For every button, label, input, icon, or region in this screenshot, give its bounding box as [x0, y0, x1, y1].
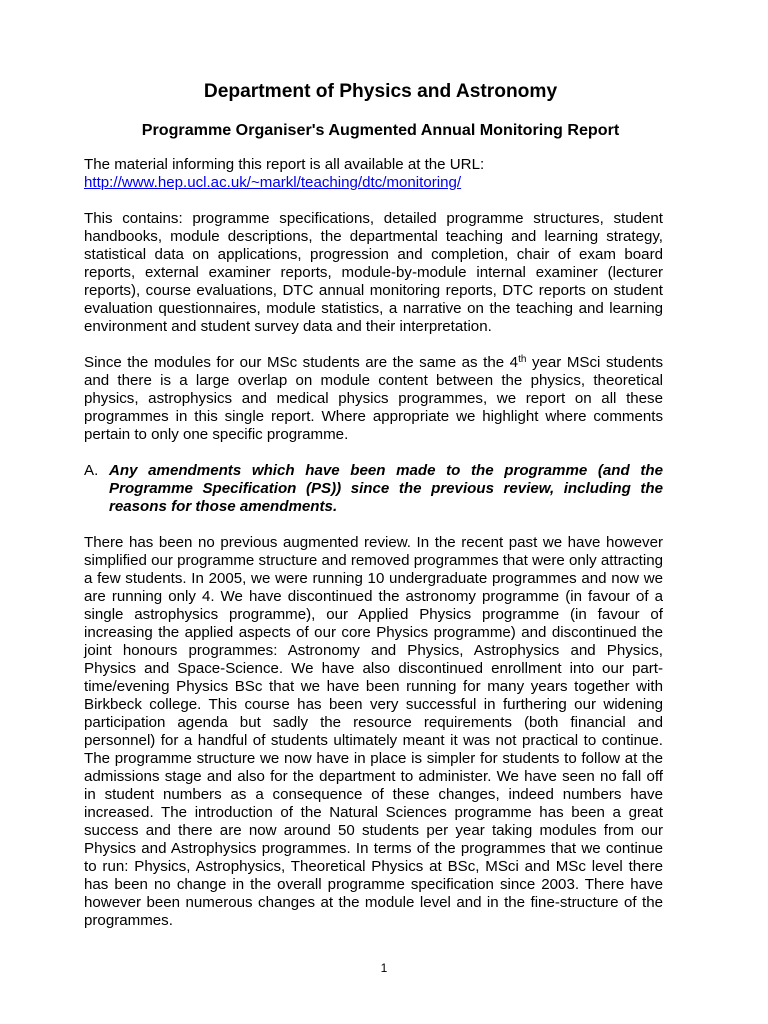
paragraph-review: There has been no previous augmented review. In the recent past we have however simplified our programme structure and removed programmes that were only attracting a few students. In 2005, we were running 10 undergraduate programmes and now we are running only 4. We have discontinued the astronomy programme (in favour of a single astrophysics programme), our Applied Physics programme (in favour of increasing the applied aspects of our core Physics programme) and discontinued the joint honours programmes: Astronomy and Physics, Astrophysics and Physics, Physics and Space-Science. We have also discontinued enrollment into our part-time/evening Physics BSc that we have been running for many years together with Birkbeck college. This course has been very successful in furthering our widening participation agenda but sadly the resource requirements (both financial and personnel) for a handful of students ultimately meant it was not practical to continue. The programme structure we now have in place is simpler for students to follow at the admissions stage and also for the department to administer. We have seen no fall off in student numbers as a consequence of these changes, indeed numbers have increased. The introduction of the Natural Sciences programme has been a great success and there are now around 50 students per year taking modules from our Physics and Astrophysics programmes. In terms of the programmes that we continue to run: Physics, Astrophysics, Theoretical Physics at BSc, MSci and MSc level there has been no change in the overall programme specification since 2003. There have however been numerous changes at the module level and in the fine-structure of the programmes. [84, 534, 663, 929]
paragraph-contents: This contains: programme specifications, detailed programme structures, student handbooks, module descriptions, the departmental teaching and learning strategy, statistical data on applications, progression and completion, chair of exam board reports, external examiner reports, module-by-module internal examiner (lecturer reports), course evaluations, DTC annual monitoring reports, DTC reports on student evaluation questionnaires, module statistics, a narrative on the teaching and learning environment and student survey data and their interpretation. [84, 210, 663, 335]
section-a [84, 462, 663, 516]
paragraph-msc [84, 354, 663, 444]
section-a-heading: Any amendments which have been made to the programme (and the Programme Specification (PS)) since the previous review, including the reasons for those amendments. [109, 462, 663, 515]
page-number: 1 [380, 961, 388, 975]
paragraph-msc-start: Since the modules for our MSc students are the same as the 4 [84, 354, 519, 371]
monitoring-url-link[interactable]: http://www.hep.ucl.ac.uk/~markl/teaching/dtc/monitoring/ [84, 174, 462, 191]
document-subtitle: Programme Organiser's Augmented Annual Monitoring Report [141, 121, 620, 139]
section-a-marker: A. [84, 462, 99, 479]
paragraph-msc-end: year MSci students and there is a large overlap on module content between the physics, theoretical physics, astrophysics and medical physics programmes, we report on all these programmes in this single report. Where appropriate we highlight where comments pertain to only one specific programme. [84, 354, 664, 443]
document-title: Department of Physics and Astronomy [203, 81, 558, 102]
url-line [84, 174, 663, 192]
intro-line: The material informing this report is all available at the URL: [84, 156, 485, 173]
ordinal-superscript: th [518, 354, 527, 365]
